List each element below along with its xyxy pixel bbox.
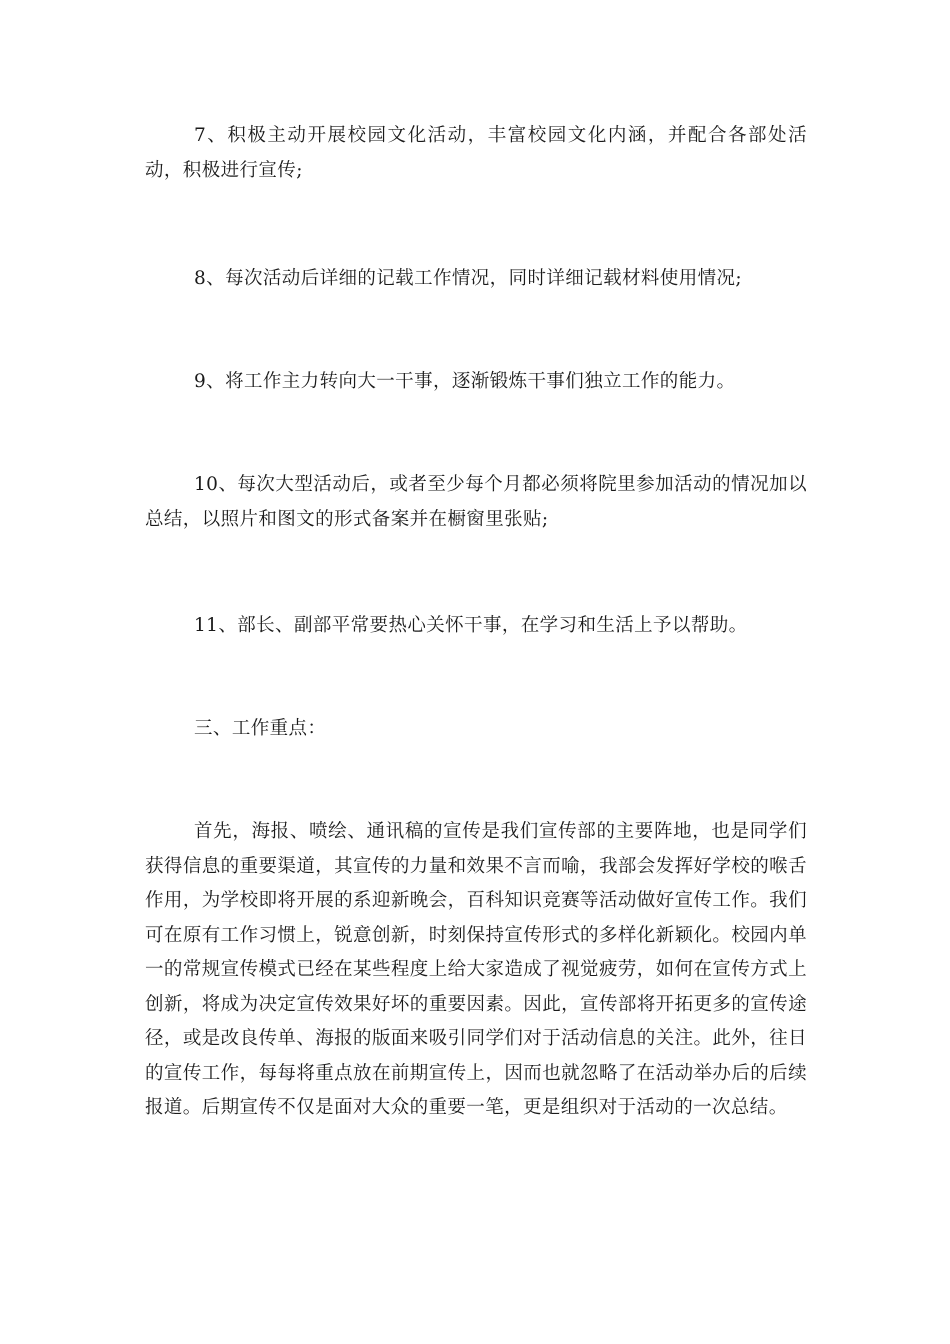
paragraph-item-7: 7、积极主动开展校园文化活动，丰富校园文化内涵，并配合各部处活动，积极进行宣传; bbox=[145, 125, 807, 181]
paragraph-item-11: 11、部长、副部平常要热心关怀干事，在学习和生活上予以帮助。 bbox=[194, 615, 748, 636]
paragraph-item-9: 9、将工作主力转向大一干事，逐渐锻炼干事们独立工作的能力。 bbox=[194, 371, 736, 392]
paragraph-item-8: 8、每次活动后详细的记载工作情况，同时详细记载材料使用情况; bbox=[194, 268, 743, 289]
paragraph-item-10: 10、每次大型活动后，或者至少每个月都必须将院里参加活动的情况加以总结，以照片和图文的形式备案并在橱窗里张贴; bbox=[145, 474, 807, 530]
section-body-paragraph: 首先，海报、喷绘、通讯稿的宣传是我们宣传部的主要阵地，也是同学们获得信息的重要渠道，其宣传的力量和效果不言而喻，我部会发挥好学校的喉舌作用，为学校即将开展的系迎新晚会，百科知识竞赛等活动做好宣传工作。我们可在原有工作习惯上，锐意创新，时刻保持宣传形式的多样化新颖化。校园内单一的常规宣传模式已经在某些程度上给大家造成了视觉疲劳，如何在宣传方式上创新，将成为决定宣传效果好坏的重要因素。因此，宣传部将开拓更多的宣传途径，或是改良传单、海报的版面来吸引同学们对于活动信息的关注。此外，往日的宣传工作，每每将重点放在前期宣传上，因而也就忽略了在活动举办后的后续报道。后期宣传不仅是面对大众的重要一笔，更是组织对于活动的一次总结。 bbox=[145, 821, 807, 1118]
section-heading-work-focus: 三、工作重点： bbox=[194, 718, 327, 739]
